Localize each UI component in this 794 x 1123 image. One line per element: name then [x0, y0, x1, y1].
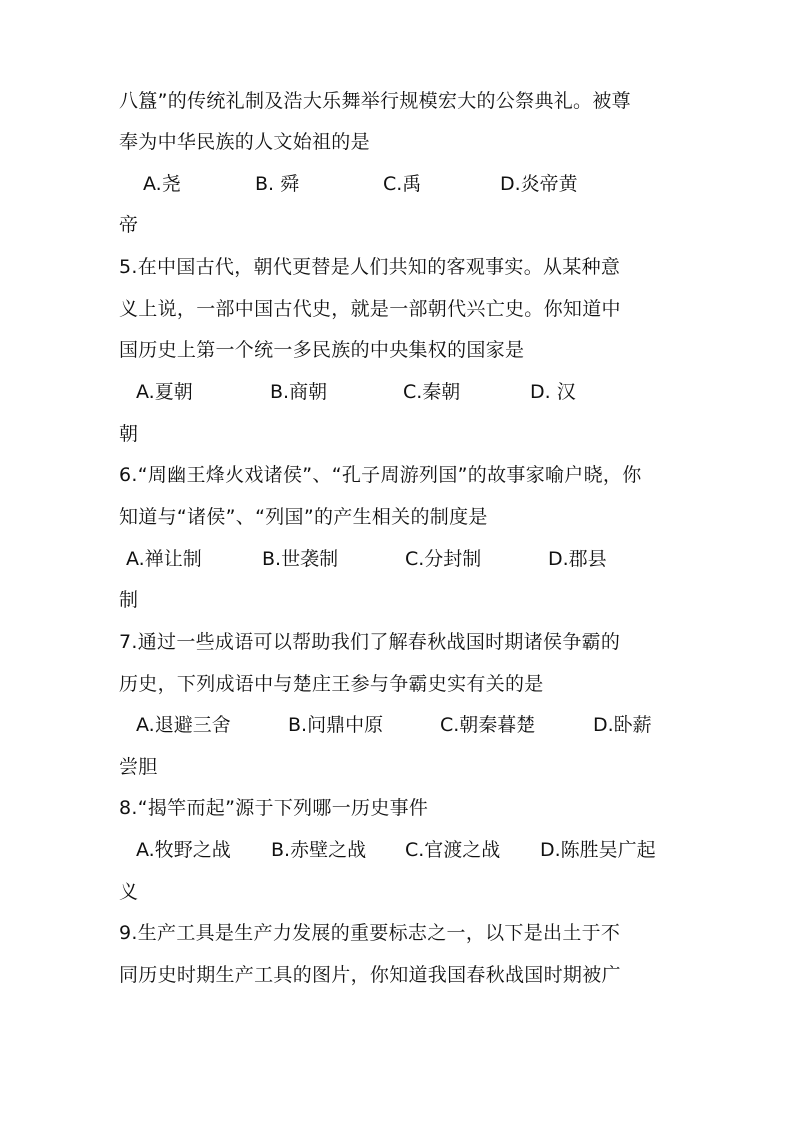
q8-stem-line-1: 8.“揭竿而起”源于下列哪一历史事件: [119, 797, 429, 819]
q4-option-b: B. 舜: [255, 173, 300, 195]
q8-option-b: B.赤壁之战: [271, 839, 367, 861]
q6-stem-line-1: 6.“周幽王烽火戏诸侯”、“孔子周游列国”的故事家喻户晓，你: [119, 464, 642, 486]
q7-option-c: C.朝秦暮楚: [440, 714, 536, 736]
q6-option-c: C.分封制: [405, 548, 482, 570]
q5-option-b: B.商朝: [270, 381, 328, 403]
q5-stem-line-2: 义上说，一部中国古代史，就是一部朝代兴亡史。你知道中: [119, 298, 621, 320]
q5-option-d: D. 汉: [530, 381, 576, 403]
q5-option-d-wrap: 朝: [119, 423, 139, 445]
q8-option-a: A.牧野之战: [136, 839, 231, 861]
q7-option-d: D.卧薪: [593, 714, 652, 736]
q7-stem-line-2: 历史，下列成语中与楚庄王参与争霸史实有关的是: [119, 673, 544, 695]
q6-option-d-wrap: 制: [119, 589, 139, 611]
q4-stem-line-2: 奉为中华民族的人文始祖的是: [119, 131, 370, 153]
q9-stem-line-2: 同历史时期生产工具的图片，你知道我国春秋战国时期被广: [119, 964, 621, 986]
q8-option-d: D.陈胜吴广起: [540, 839, 656, 861]
q4-option-d-wrap: 帝: [119, 214, 139, 236]
q6-option-b: B.世袭制: [262, 548, 339, 570]
q5-option-a: A.夏朝: [136, 381, 193, 403]
q6-option-a: A.禅让制: [126, 548, 202, 570]
q5-stem-line-1: 5.在中国古代，朝代更替是人们共知的客观事实。从某种意: [119, 256, 621, 278]
q4-option-c: C.禹: [383, 173, 422, 195]
q8-option-d-wrap: 义: [119, 881, 139, 903]
q5-option-c: C.秦朝: [403, 381, 461, 403]
q9-stem-line-1: 9.生产工具是生产力发展的重要标志之一，以下是出土于不: [119, 922, 621, 944]
q7-option-d-wrap: 尝胆: [119, 756, 158, 778]
q7-option-a: A.退避三舍: [136, 714, 231, 736]
q4-option-a: A.尧: [143, 173, 181, 195]
q5-stem-line-3: 国历史上第一个统一多民族的中央集权的国家是: [119, 339, 525, 361]
q6-option-d: D.郡县: [548, 548, 607, 570]
q4-stem-line-1: 八簋”的传统礼制及浩大乐舞举行规模宏大的公祭典礼。被尊: [119, 90, 631, 112]
q6-stem-line-2: 知道与“诸侯”、“列国”的产生相关的制度是: [119, 506, 488, 528]
q7-stem-line-1: 7.通过一些成语可以帮助我们了解春秋战国时期诸侯争霸的: [119, 631, 621, 653]
q7-option-b: B.问鼎中原: [288, 714, 384, 736]
q8-option-c: C.官渡之战: [405, 839, 501, 861]
q4-option-d: D.炎帝黄: [500, 173, 578, 195]
